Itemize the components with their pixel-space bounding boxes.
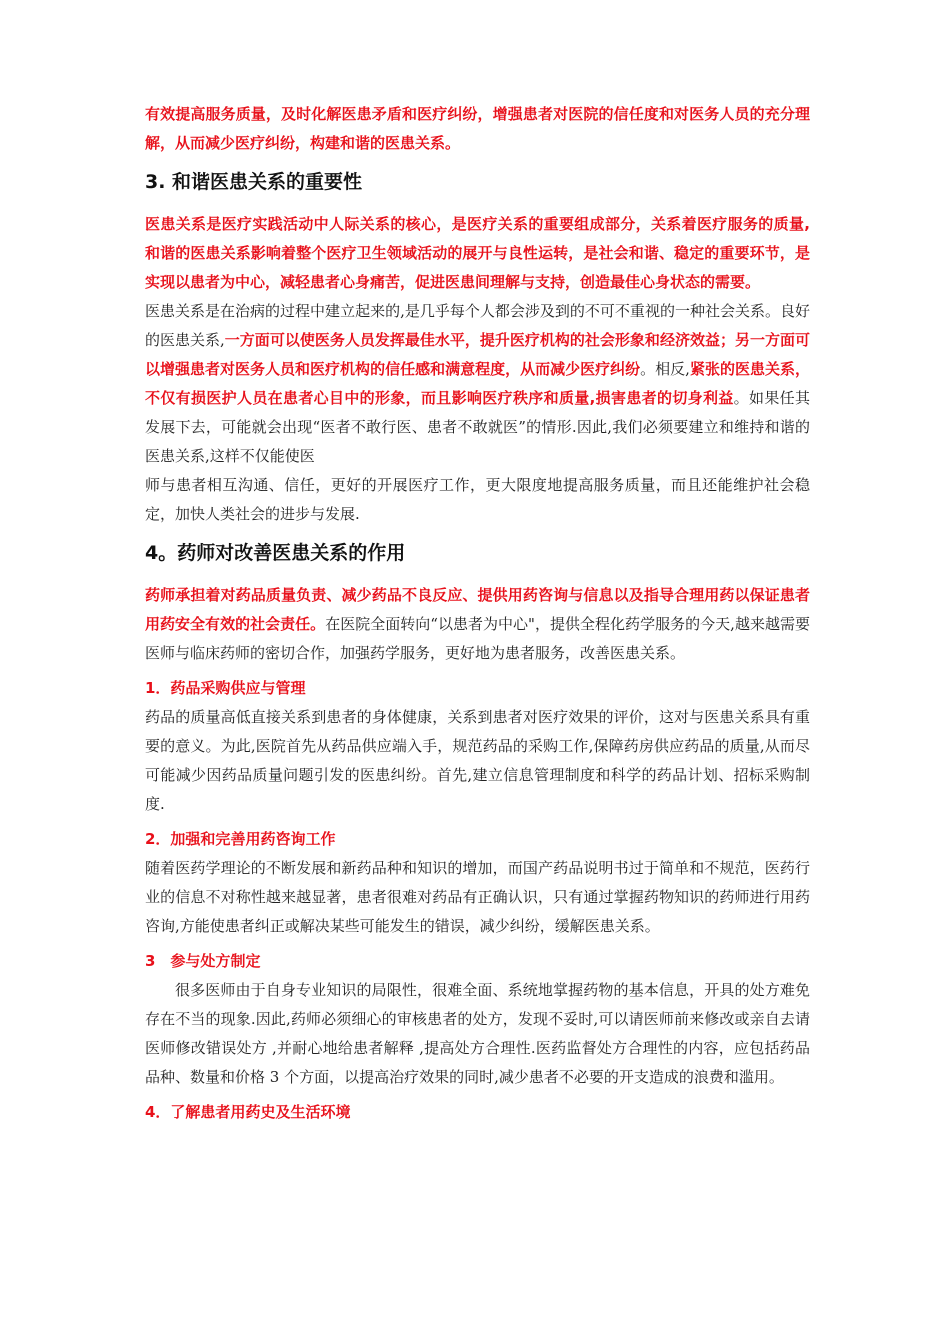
- section-4-paragraph-1: 药师承担着对药品质量负责、减少药品不良反应、提供用药咨询与信息以及指导合理用药以保证患者用药安全有效的社会责任。在医院全面转向“以患者为中心"，提供全程化药学服务的今天,越来越需要医师与临床药师的密切合作，加强药学服务，更好地为患者服务，改善医患关系。: [145, 586, 810, 662]
- section-3-paragraph-2: 医患关系是在治病的过程中建立起来的,是几乎每个人都会涉及到的不可不重视的一种社会关系。良好的医患关系,一方面可以使医务人员发挥最佳水平，提升医疗机构的社会形象和经济效益；另一方面可以增强患者对医务人员和医疗机构的信任感和满意程度，从而减少医疗纠纷。相反,紧张的医患关系，不仅有损医护人员在患者心目中的形象，而且影响医疗秩序和质量,损害患者的切身利益。如果任其发展下去，可能就会出现“医者不敢行医、患者不敢就医”的情形.因此,我们必须要建立和维持和谐的医患关系,这样不仅能使医: [145, 302, 810, 465]
- intro-red-text: 有效提高服务质量，及时化解医患矛盾和医疗纠纷，增强患者对医院的信任度和对医务人员的充分理解，从而减少医疗纠纷，构建和谐的医患关系。: [145, 105, 810, 152]
- subsection-2-heading: 2．加强和完善用药咨询工作: [145, 830, 336, 848]
- section-4-heading: 4。药师对改善医患关系的作用: [145, 542, 406, 564]
- section-3-heading: 3. 和谐医患关系的重要性: [145, 171, 363, 193]
- subsection-3-heading: 3 参与处方制定: [145, 952, 261, 970]
- subsection-2-text: 随着医药学理论的不断发展和新药品种和知识的增加，而国产药品说明书过于简单和不规范，医药行业的信息不对称性越来越显著，患者很难对药品有正确认识，只有通过掌握药物知识的药师进行用药咨询,方能使患者纠正或解决某些可能发生的错误，减少纠纷，缓解医患关系。: [145, 859, 810, 935]
- section-3-paragraph-1: 医患关系是医疗实践活动中人际关系的核心，是医疗关系的重要组成部分，关系着医疗服务的质量,和谐的医患关系影响着整个医疗卫生领域活动的展开与良性运转，是社会和谐、稳定的重要环节，是实现以患者为中心，减轻患者心身痛苦，促进医患间理解与支持，创造最佳心身状态的需要。: [145, 215, 810, 291]
- subsection-1-text: 药品的质量高低直接关系到患者的身体健康，关系到患者对医疗效果的评价，这对与医患关系具有重要的意义。为此,医院首先从药品供应端入手，规范药品的采购工作,保障药房供应药品的质量,从而尽可能减少因药品质量问题引发的医患纠纷。首先,建立信息管理制度和科学的药品计划、招标采购制度.: [145, 708, 810, 813]
- document-page: [145, 100, 810, 1127]
- subsection-3-text: 很多医师由于自身专业知识的局限性，很难全面、系统地掌握药物的基本信息，开具的处方难免存在不当的现象.因此,药师必须细心的审核患者的处方，发现不妥时,可以请医师前来修改或亲自去请医师修改错误处方 ,并耐心地给患者解释 ,提高处方合理性.医药监督处方合理性的内容，应包括药品品种、数量和价格 3 个方面，以提高治疗效果的同时,减少患者不必要的开支造成的浪费和滥用。: [145, 981, 810, 1086]
- subsection-1-heading: 1．药品采购供应与管理: [145, 679, 306, 697]
- subsection-4-heading: 4．了解患者用药史及生活环境: [145, 1103, 351, 1121]
- section-3-paragraph-3: 师与患者相互沟通、信任，更好的开展医疗工作，更大限度地提高服务质量，而且还能维护社会稳定，加快人类社会的进步与发展.: [145, 476, 810, 523]
- intro-paragraph: [145, 100, 810, 158]
